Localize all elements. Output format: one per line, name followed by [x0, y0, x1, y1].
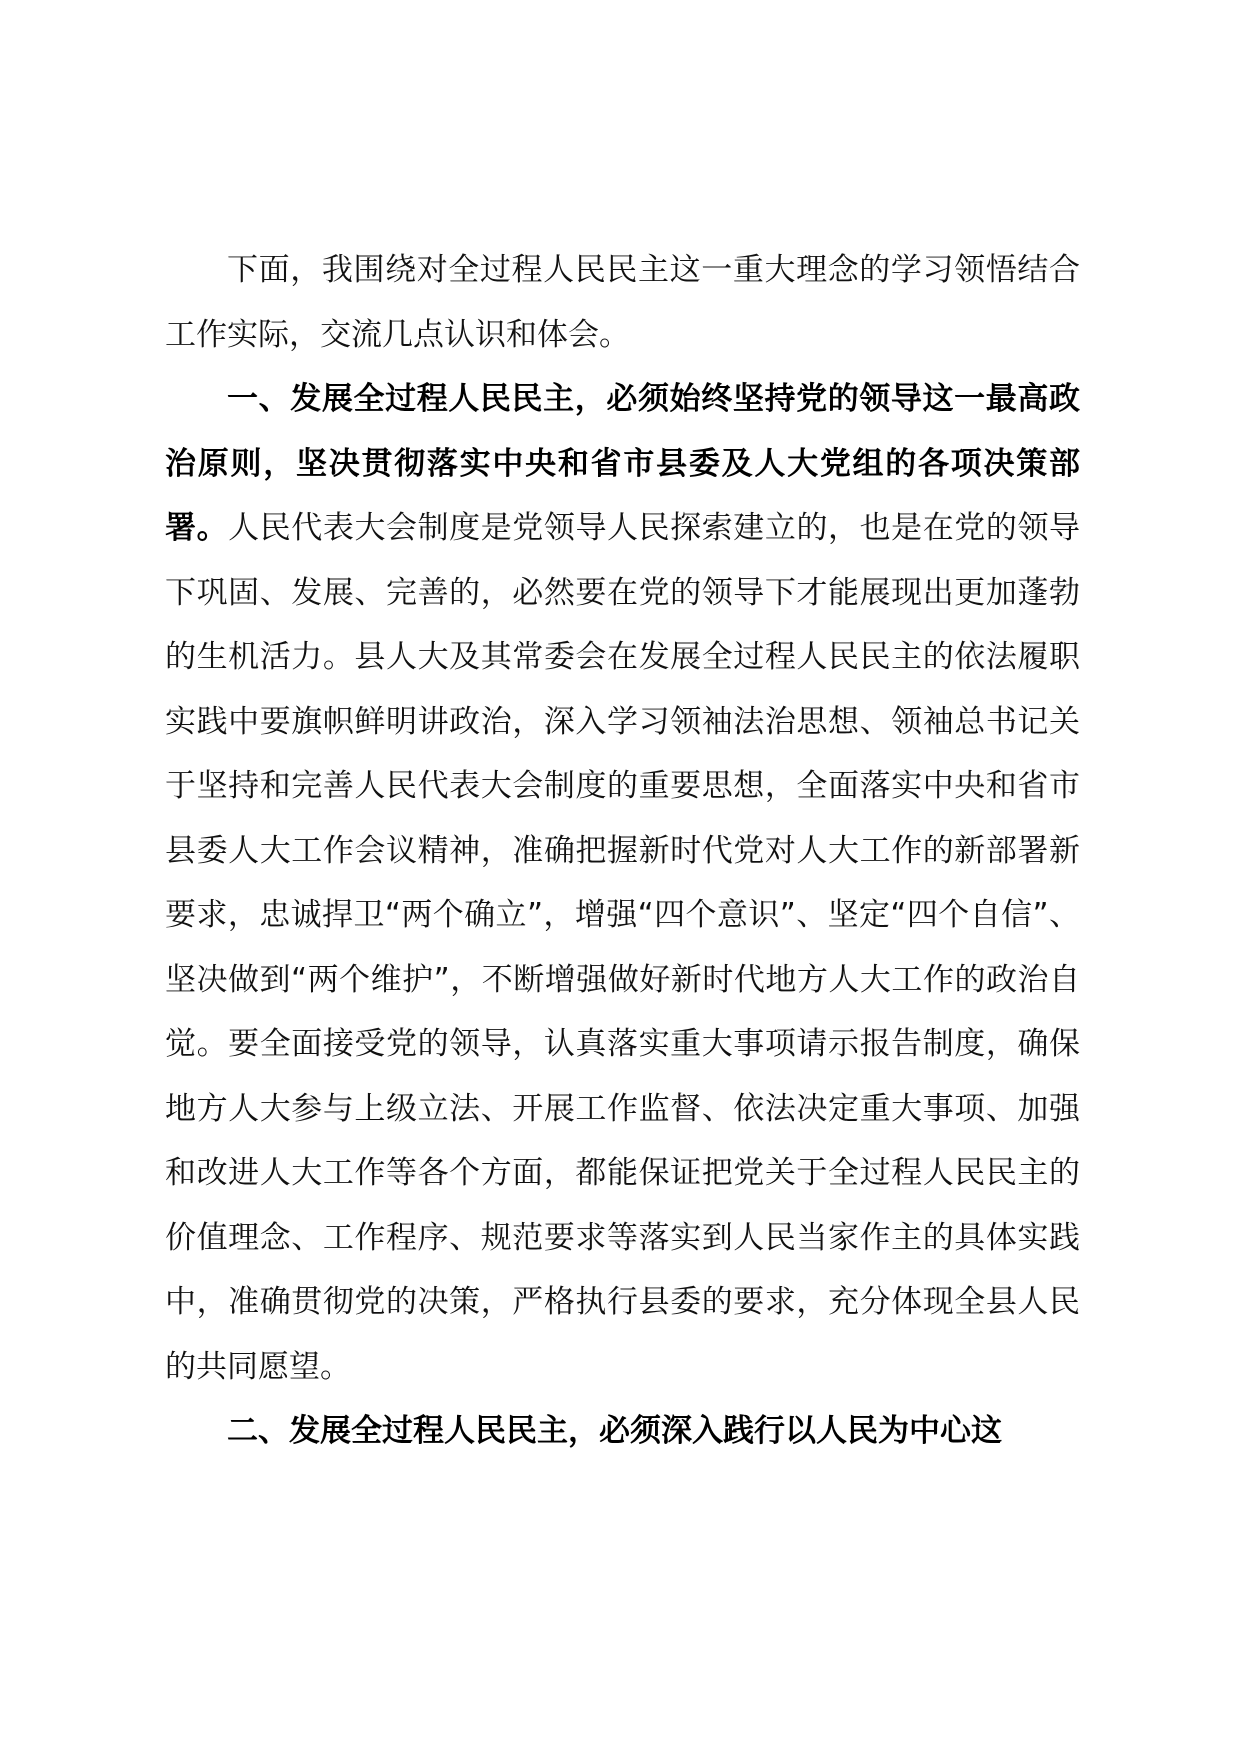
paragraph-section-two: [165, 1399, 1080, 1464]
section-two-heading: 二、发展全过程人民民主，必须深入践行以人民为中心这: [227, 1413, 1002, 1449]
paragraph-text: 下面，我围绕对全过程人民民主这一重大理念的学习领悟结合工作实际，交流几点认识和体会。: [165, 252, 1080, 353]
paragraph-section-one: [165, 367, 1080, 1399]
section-one-text: 人民代表大会制度是党领导人民探索建立的，也是在党的领导下巩固、发展、完善的，必然要在党的领导下才能展现出更加蓬勃的生机活力。县人大及其常委会在发展全过程人民民主的依法履职实践中要旗帜鲜明讲政治，深入学习领袖法治思想、领袖总书记关于坚持和完善人民代表大会制度的重要思想，全面落实中央和省市县委人大工作会议精神，准确把握新时代党对人大工作的新部署新要求，忠诚捍卫“两个确立”，增强“四个意识”、坚定“四个自信”、坚决做到“两个维护”，不断增强做好新时代地方人大工作的政治自觉。要全面接受党的领导，认真落实重大事项请示报告制度，确保地方人大参与上级立法、开展工作监督、依法决定重大事项、加强和改进人大工作等各个方面，都能保证把党关于全过程人民民主的价值理念、工作程序、规范要求等落实到人民当家作主的具体实践中，准确贯彻党的决策，严格执行县委的要求，充分体现全县人民的共同愿望。: [165, 510, 1081, 1385]
paragraph-intro: [165, 238, 1080, 367]
section-one-heading: 一、发展全过程人民民主，必须始终坚持党的领导这一最高政治原则，坚决贯彻落实中央和省市县委及人大党组的各项决策部署。: [165, 381, 1080, 546]
document-body: [165, 238, 1080, 1464]
